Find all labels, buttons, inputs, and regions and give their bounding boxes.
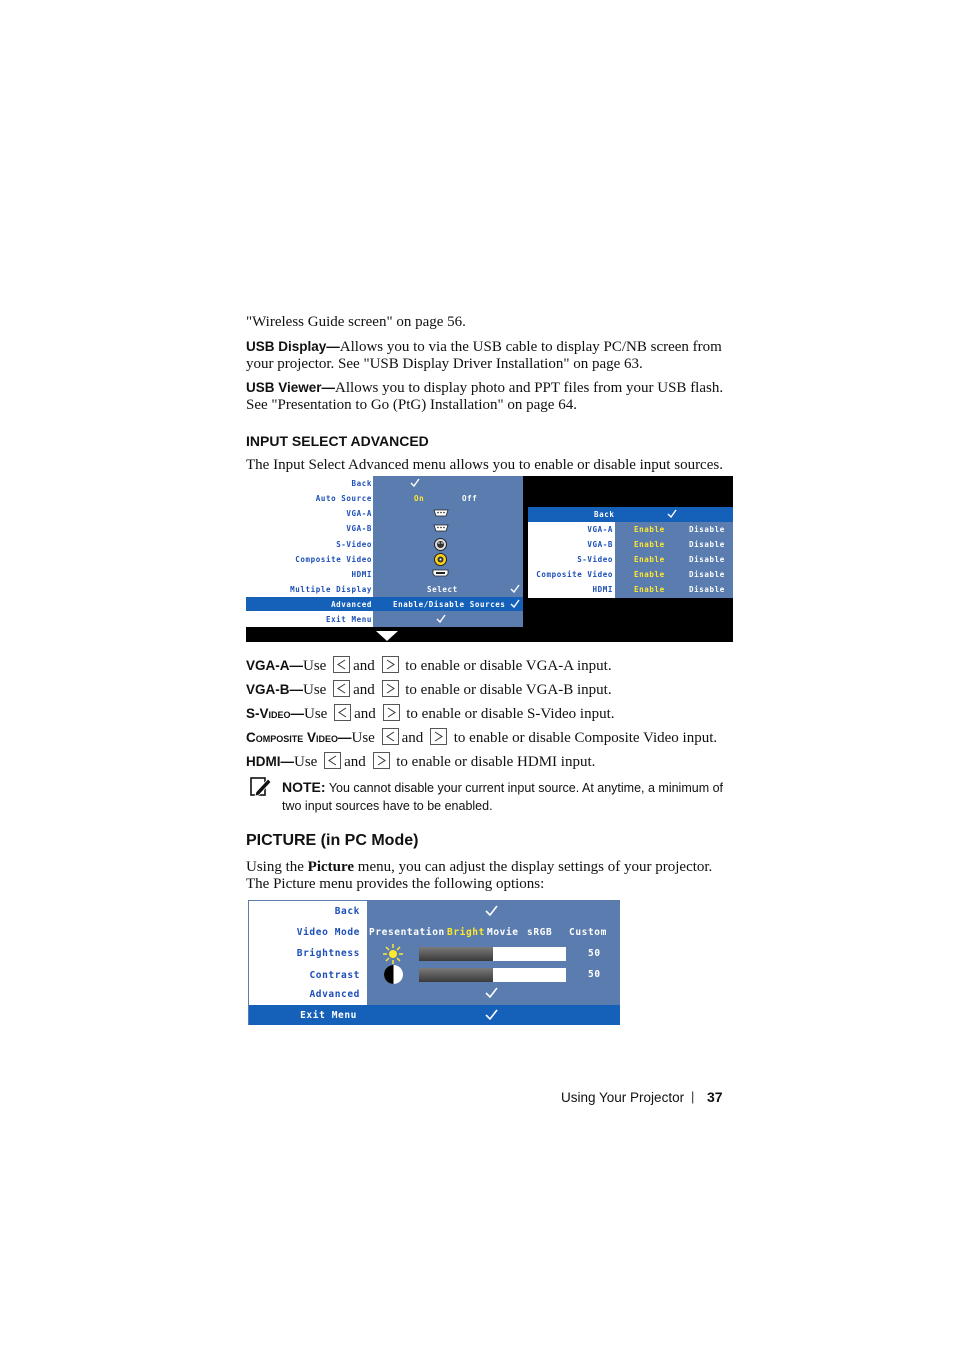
auto-source-off: Off xyxy=(462,494,478,503)
menu-label-advanced: Advanced xyxy=(331,600,372,609)
hdmi-label: HDMI— xyxy=(246,754,294,769)
and-text: and xyxy=(401,730,424,746)
auto-source-on: On xyxy=(414,494,425,503)
right-label-back: Back xyxy=(594,510,615,519)
menu-label-s-video: S-Video xyxy=(336,540,372,549)
right-arrow-key-icon xyxy=(373,752,390,769)
picture-label-exit-menu: Exit Menu xyxy=(300,1010,357,1021)
check-icon xyxy=(410,478,420,487)
picture-heading: PICTURE (in PC Mode) xyxy=(246,832,419,849)
s-video-item xyxy=(246,704,736,723)
use-text: Use xyxy=(303,682,327,698)
composite-video-enable: Enable xyxy=(634,570,665,579)
and-text: and xyxy=(353,682,375,698)
picture-label-back: Back xyxy=(334,906,360,917)
picture-intro xyxy=(246,859,736,893)
note-label: NOTE: xyxy=(282,779,326,795)
hdmi-disable: Disable xyxy=(689,585,725,594)
right-label-vga-b: VGA-B xyxy=(587,540,613,549)
s-video-label: S-Video— xyxy=(246,706,305,721)
picture-intro-post: menu, you can adjust the display settings of your projector. The Picture menu provides the following options: xyxy=(246,859,713,892)
hdmi-enable: Enable xyxy=(634,585,665,594)
contrast-slider-fill xyxy=(419,968,493,982)
vga-b-disable: Disable xyxy=(689,540,725,549)
usb-display-paragraph xyxy=(246,338,736,373)
check-icon xyxy=(485,987,498,998)
right-arrow-key-icon xyxy=(382,656,399,673)
usb-viewer-text: Allows you to display photo and PPT files from your USB flash. See "Presentation to Go (PtG) Installation" on page 64. xyxy=(246,380,724,413)
mode-bright: Bright xyxy=(447,927,485,938)
note-block xyxy=(282,778,737,815)
check-icon xyxy=(510,584,520,593)
left-arrow-key-icon xyxy=(333,656,350,673)
usb-display-label: USB Display— xyxy=(246,339,340,354)
right-label-s-video: S-Video xyxy=(577,555,613,564)
vga-a-label: VGA-A— xyxy=(246,658,303,673)
composite-video-disable: Disable xyxy=(689,570,725,579)
composite-icon xyxy=(434,553,447,566)
input-select-menu-screenshot xyxy=(246,476,733,642)
wireless-ref: "Wireless Guide screen" on page 56. xyxy=(246,314,466,330)
vga-a-item xyxy=(246,656,736,675)
right-back-row-highlight xyxy=(528,507,733,522)
brightness-value: 50 xyxy=(588,948,601,959)
use-text: Use xyxy=(303,658,327,674)
usb-viewer-label: USB Viewer— xyxy=(246,380,336,395)
s-video-enable: Enable xyxy=(634,555,665,564)
input-select-intro: The Input Select Advanced menu allows you to enable or disable input sources. xyxy=(246,457,723,473)
contrast-value: 50 xyxy=(588,969,601,980)
check-icon xyxy=(436,614,446,623)
note-pencil-icon xyxy=(250,777,272,797)
mode-movie: Movie xyxy=(487,927,519,938)
vga-a-enable: Enable xyxy=(634,525,665,534)
vga-icon xyxy=(433,524,449,532)
check-icon xyxy=(510,599,520,608)
and-text: and xyxy=(344,754,366,770)
left-arrow-key-icon xyxy=(334,704,351,721)
picture-label-video-mode: Video Mode xyxy=(296,927,360,938)
vga-b-enable: Enable xyxy=(634,540,665,549)
vga-a-rest: to enable or disable VGA-A input. xyxy=(405,658,612,674)
s-video-rest: to enable or disable S-Video input. xyxy=(406,706,615,722)
input-select-heading: INPUT SELECT ADVANCED xyxy=(246,433,429,449)
hdmi-rest: to enable or disable HDMI input. xyxy=(396,754,596,770)
brightness-slider-fill xyxy=(419,947,493,961)
picture-intro-bold: Picture xyxy=(307,859,355,875)
usb-viewer-paragraph xyxy=(246,379,736,414)
mode-presentation: Presentation xyxy=(369,927,445,938)
vga-icon xyxy=(433,509,449,517)
footer-separator: | xyxy=(691,1089,695,1104)
check-icon xyxy=(667,509,677,518)
right-arrow-key-icon xyxy=(383,704,400,721)
menu-label-vga-b: VGA-B xyxy=(346,524,372,533)
picture-menu-screenshot xyxy=(248,900,620,1025)
picture-label-contrast: Contrast xyxy=(309,970,360,981)
check-icon xyxy=(485,905,498,916)
and-text: and xyxy=(354,706,376,722)
right-label-composite-video: Composite Video xyxy=(536,570,613,579)
hdmi-item xyxy=(246,752,736,771)
composite-video-rest: to enable or disable Composite Video input. xyxy=(453,730,718,746)
right-label-vga-a: VGA-A xyxy=(587,525,613,534)
composite-video-label: Composite Video— xyxy=(246,730,352,745)
composite-video-item xyxy=(246,728,736,747)
and-text: and xyxy=(353,658,375,674)
menu-label-auto-source: Auto Source xyxy=(315,494,372,503)
s-video-disable: Disable xyxy=(689,555,725,564)
advanced-value: Enable/Disable Sources xyxy=(393,600,506,609)
contrast-icon xyxy=(383,964,404,985)
svideo-icon xyxy=(434,538,447,551)
left-arrow-key-icon xyxy=(324,752,341,769)
menu-label-back: Back xyxy=(351,479,372,488)
vga-b-item xyxy=(246,680,736,699)
scroll-down-arrow-icon xyxy=(376,631,398,642)
menu-label-hdmi: HDMI xyxy=(351,570,372,579)
use-text: Use xyxy=(351,730,375,746)
use-text: Use xyxy=(304,706,328,722)
footer-section: Using Your Projector xyxy=(561,1090,685,1105)
brightness-sun-icon xyxy=(382,943,404,965)
vga-a-disable: Disable xyxy=(689,525,725,534)
usb-display-text: Allows you to via the USB cable to display PC/NB screen from your projector. See "USB Display Driver Installation" on page 63. xyxy=(246,339,722,372)
check-icon xyxy=(485,1009,498,1020)
vga-b-rest: to enable or disable VGA-B input. xyxy=(405,682,612,698)
right-arrow-key-icon xyxy=(430,728,447,745)
contrast-slider xyxy=(419,968,566,982)
brightness-slider xyxy=(419,947,566,961)
vga-b-label: VGA-B— xyxy=(246,682,303,697)
picture-label-advanced: Advanced xyxy=(309,989,360,1000)
use-text: Use xyxy=(294,754,318,770)
menu-label-multiple-display: Multiple Display xyxy=(290,585,372,594)
mode-srgb: sRGB xyxy=(527,927,553,938)
note-text: You cannot disable your current input source. At anytime, a minimum of two input sources have to be enabled. xyxy=(282,781,724,813)
right-label-hdmi: HDMI xyxy=(592,585,613,594)
picture-label-brightness: Brightness xyxy=(296,948,360,959)
right-arrow-key-icon xyxy=(382,680,399,697)
picture-intro-pre: Using the xyxy=(246,859,308,875)
page-number: 37 xyxy=(707,1089,723,1105)
hdmi-icon xyxy=(432,569,449,577)
menu-label-composite-video: Composite Video xyxy=(295,555,372,564)
left-arrow-key-icon xyxy=(382,728,399,745)
left-arrow-key-icon xyxy=(333,680,350,697)
mode-custom: Custom xyxy=(569,927,607,938)
multiple-display-value: Select xyxy=(427,585,458,594)
menu-label-vga-a: VGA-A xyxy=(346,509,372,518)
menu-label-exit-menu: Exit Menu xyxy=(325,615,372,624)
